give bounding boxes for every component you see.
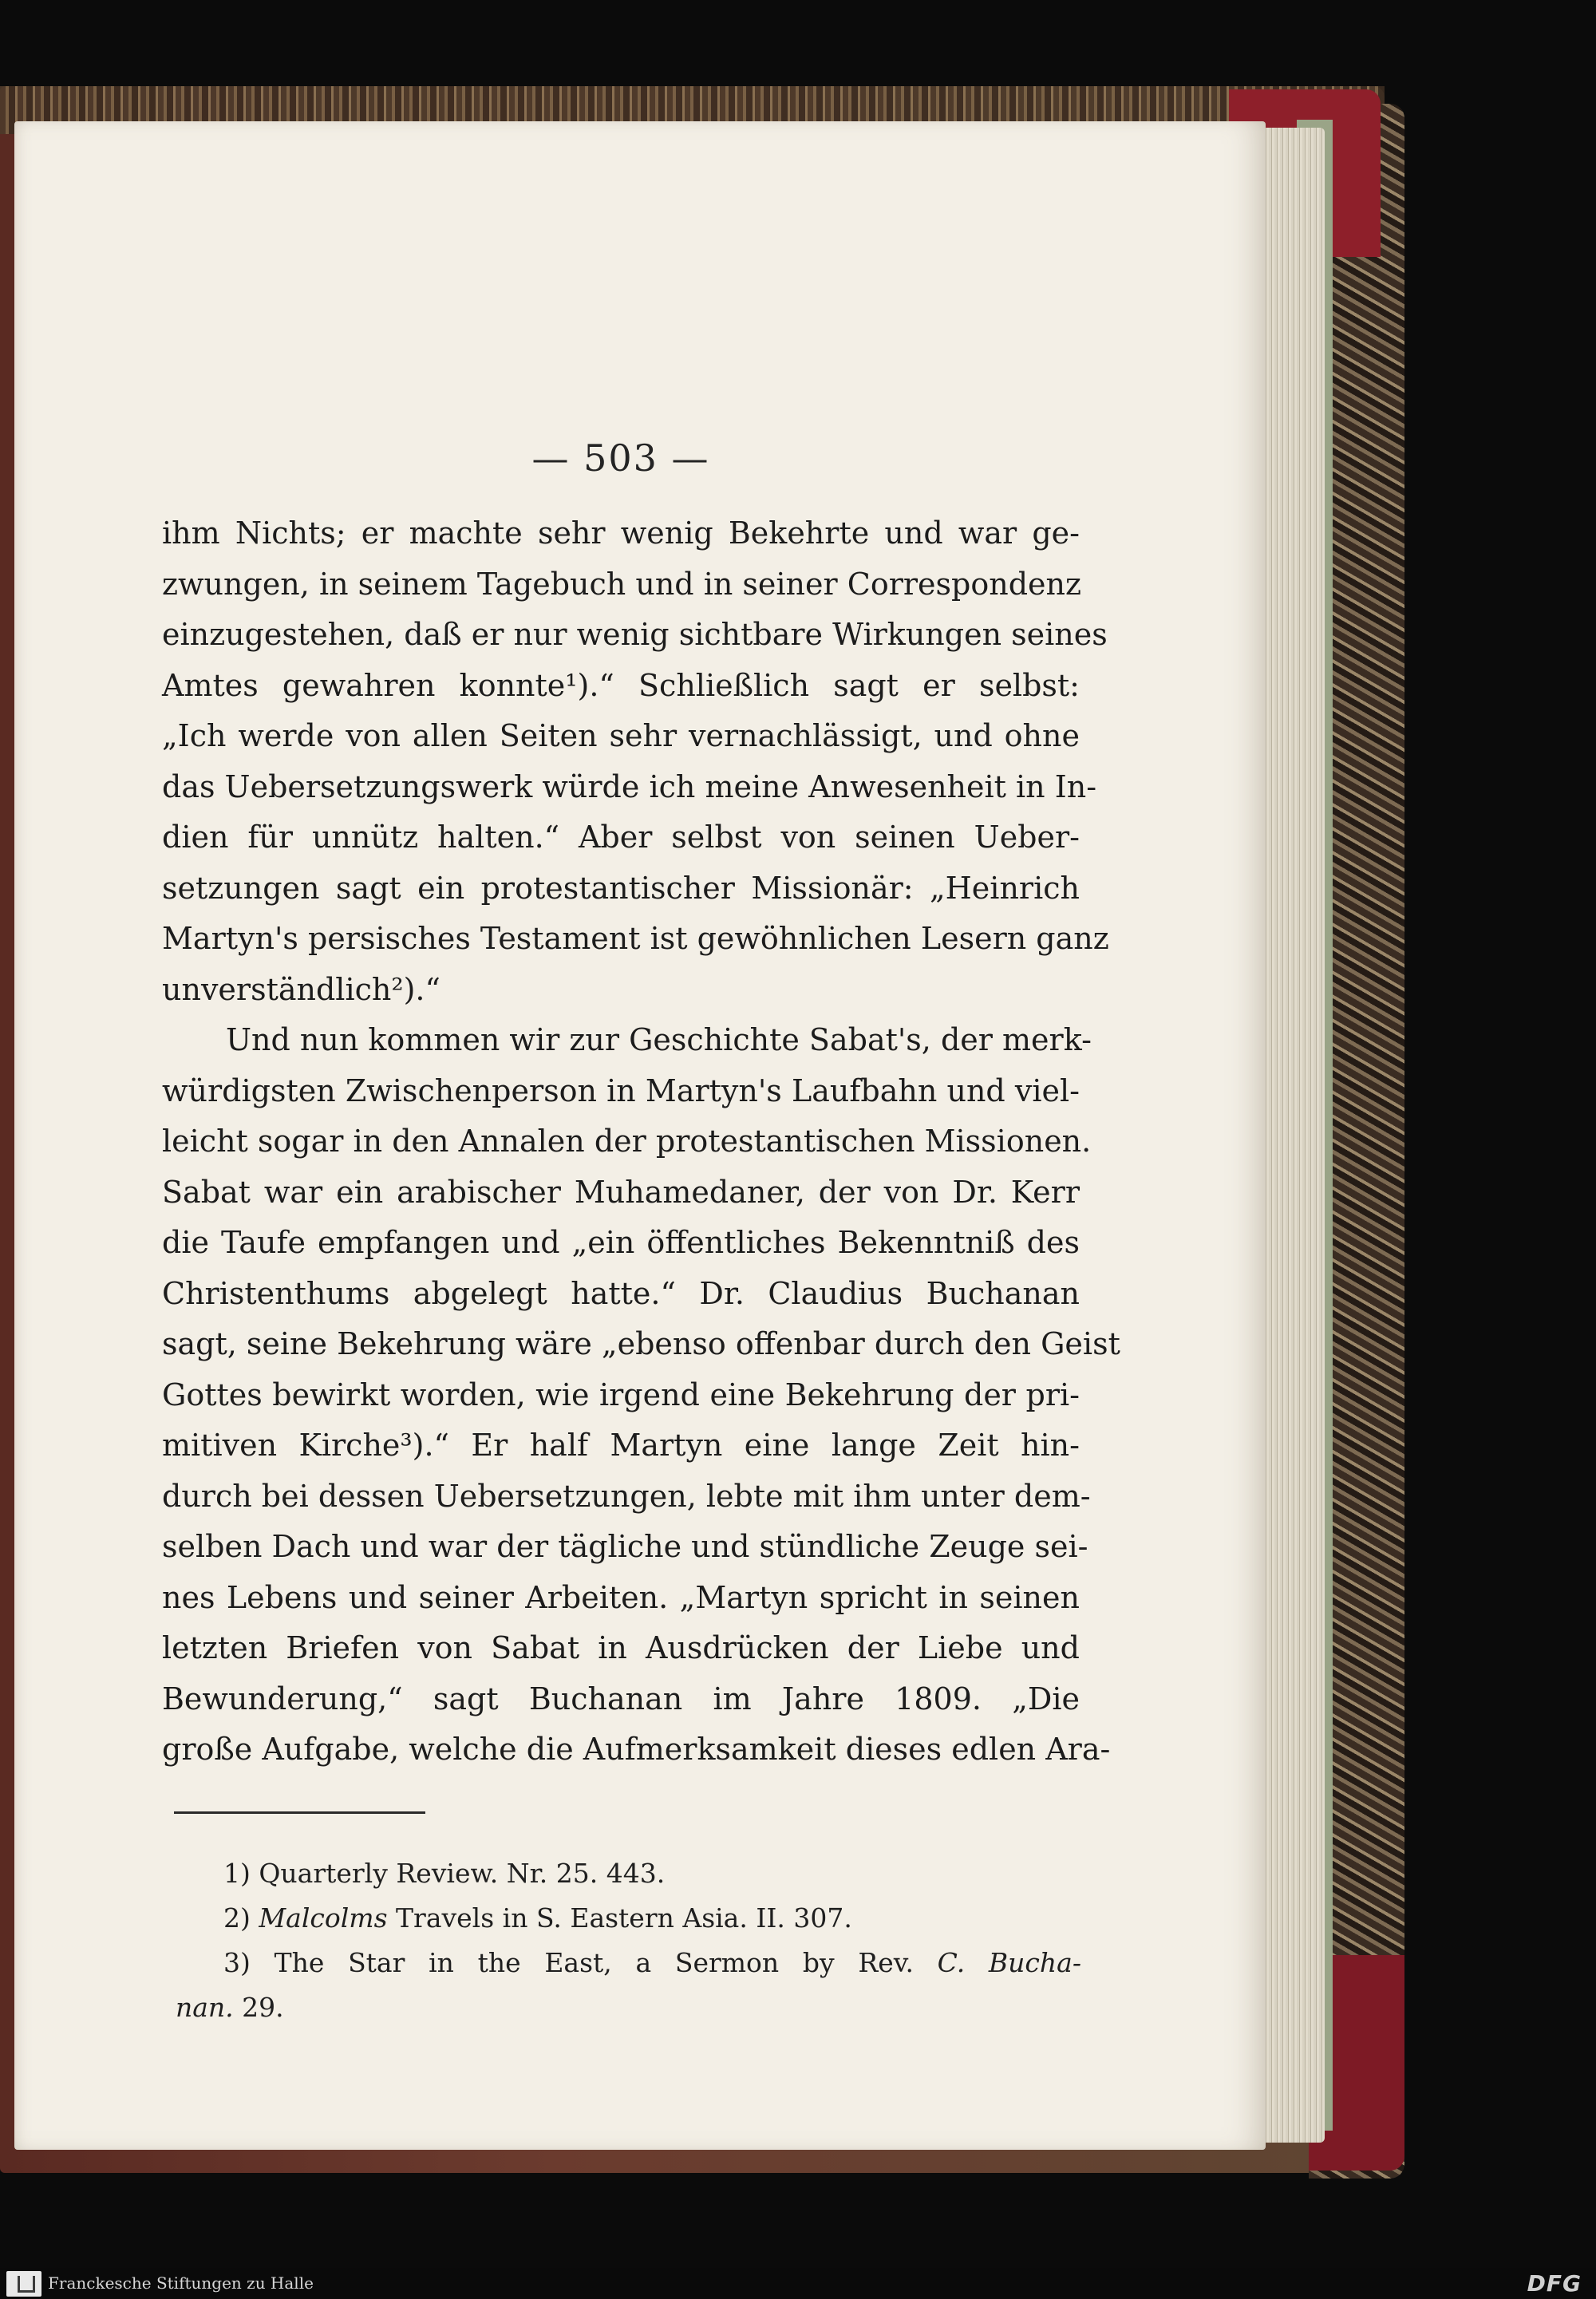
text-line: Amtes gewahren konnte¹).“ Schließlich sagt er selbst: (162, 667, 1080, 703)
text-line: leicht sogar in den Annalen der protestantischen Missionen. (162, 1124, 1092, 1159)
footnote-1: 1) Quarterly Review. Nr. 25. 443. (223, 1858, 666, 1889)
text-line: die Taufe empfangen und „ein öffentliches Bekenntniß des (162, 1225, 1080, 1260)
text-line: Gottes bewirkt worden, wie irgend eine Bekehrung der pri- (162, 1377, 1080, 1412)
footnote-rule (174, 1811, 425, 1814)
text-line: würdigsten Zwischenperson in Martyn's Laufbahn und viel- (162, 1072, 1080, 1108)
footnote-3-continuation (176, 1985, 1081, 2030)
text-line: Sabat war ein arabischer Muhamedaner, der von Dr. Kerr (162, 1174, 1080, 1210)
text-line: Und nun kommen wir zur Geschichte Sabat's, der merk- (226, 1022, 1092, 1057)
text-line: das Uebersetzungswerk würde ich meine Anwesenheit in In- (162, 768, 1097, 804)
footnote-2-author: Malcolms (259, 1902, 388, 1934)
book-page (14, 121, 1266, 2150)
text-line: durch bei dessen Uebersetzungen, lebte mit ihm unter dem- (162, 1478, 1091, 1514)
text-line: setzungen sagt ein protestantischer Missionär: „Heinrich (162, 870, 1080, 906)
text-line: Martyn's persisches Testament ist gewöhnlichen Lesern ganz (162, 921, 1109, 956)
text-line: letzten Briefen von Sabat in Ausdrücken der Liebe und (162, 1630, 1080, 1665)
institution-name: Franckesche Stiftungen zu Halle (48, 2273, 314, 2293)
footnote-2-title: Travels in S. Eastern Asia. II. 307. (396, 1902, 852, 1934)
text-line: große Aufgabe, welche die Aufmerksamkeit dieses edlen Ara- (162, 1732, 1111, 1767)
text-line: Christenthums abgelegt hatte.“ Dr. Claudius Buchanan (162, 1275, 1080, 1311)
text-line: einzugestehen, daß er nur wenig sichtbare Wirkungen seines (162, 617, 1108, 652)
text-line: nes Lebens und seiner Arbeiten. „Martyn spricht in seinen (162, 1579, 1080, 1615)
footnote-3-author: C. Bucha- (937, 1947, 1081, 1978)
footnote-3-title: 3) The Star in the East, a Sermon by Rev. (223, 1947, 914, 1978)
footnote-3-page: 29. (242, 1992, 284, 2023)
body-text (162, 508, 1120, 1776)
text-line: selben Dach und war der tägliche und stündliche Zeuge sei- (162, 1529, 1088, 1564)
footnote-2 (223, 1896, 1081, 1941)
page-number: — 503 — (531, 436, 710, 480)
text-line: dien für unnütz halten.“ Aber selbst von seinen Ueber- (162, 820, 1080, 855)
sponsor-logo: DFG (1527, 2270, 1582, 2297)
text-line: sagt, seine Bekehrung wäre „ebenso offenbar durch den Geist (162, 1326, 1120, 1361)
text-line: unverständlich²).“ (162, 971, 440, 1007)
text-line: ihm Nichts; er machte sehr wenig Bekehrte und war ge- (162, 515, 1080, 551)
footnote-3 (223, 1941, 1081, 1985)
text-line: Bewunderung,“ sagt Buchanan im Jahre 1809. „Die (162, 1681, 1080, 1716)
text-line: mitiven Kirche³).“ Er half Martyn eine lange Zeit hin- (162, 1428, 1080, 1463)
institution-logo-icon (6, 2271, 41, 2297)
text-line: zwungen, in seinem Tagebuch und in seiner Correspondenz (162, 566, 1082, 602)
text-line: „Ich werde von allen Seiten sehr vernachlässigt, und ohne (162, 718, 1080, 753)
footnotes (176, 1851, 1081, 2030)
footnote-2-number: 2) (223, 1902, 251, 1934)
footnote-3-author-cont: nan. (176, 1992, 234, 2023)
